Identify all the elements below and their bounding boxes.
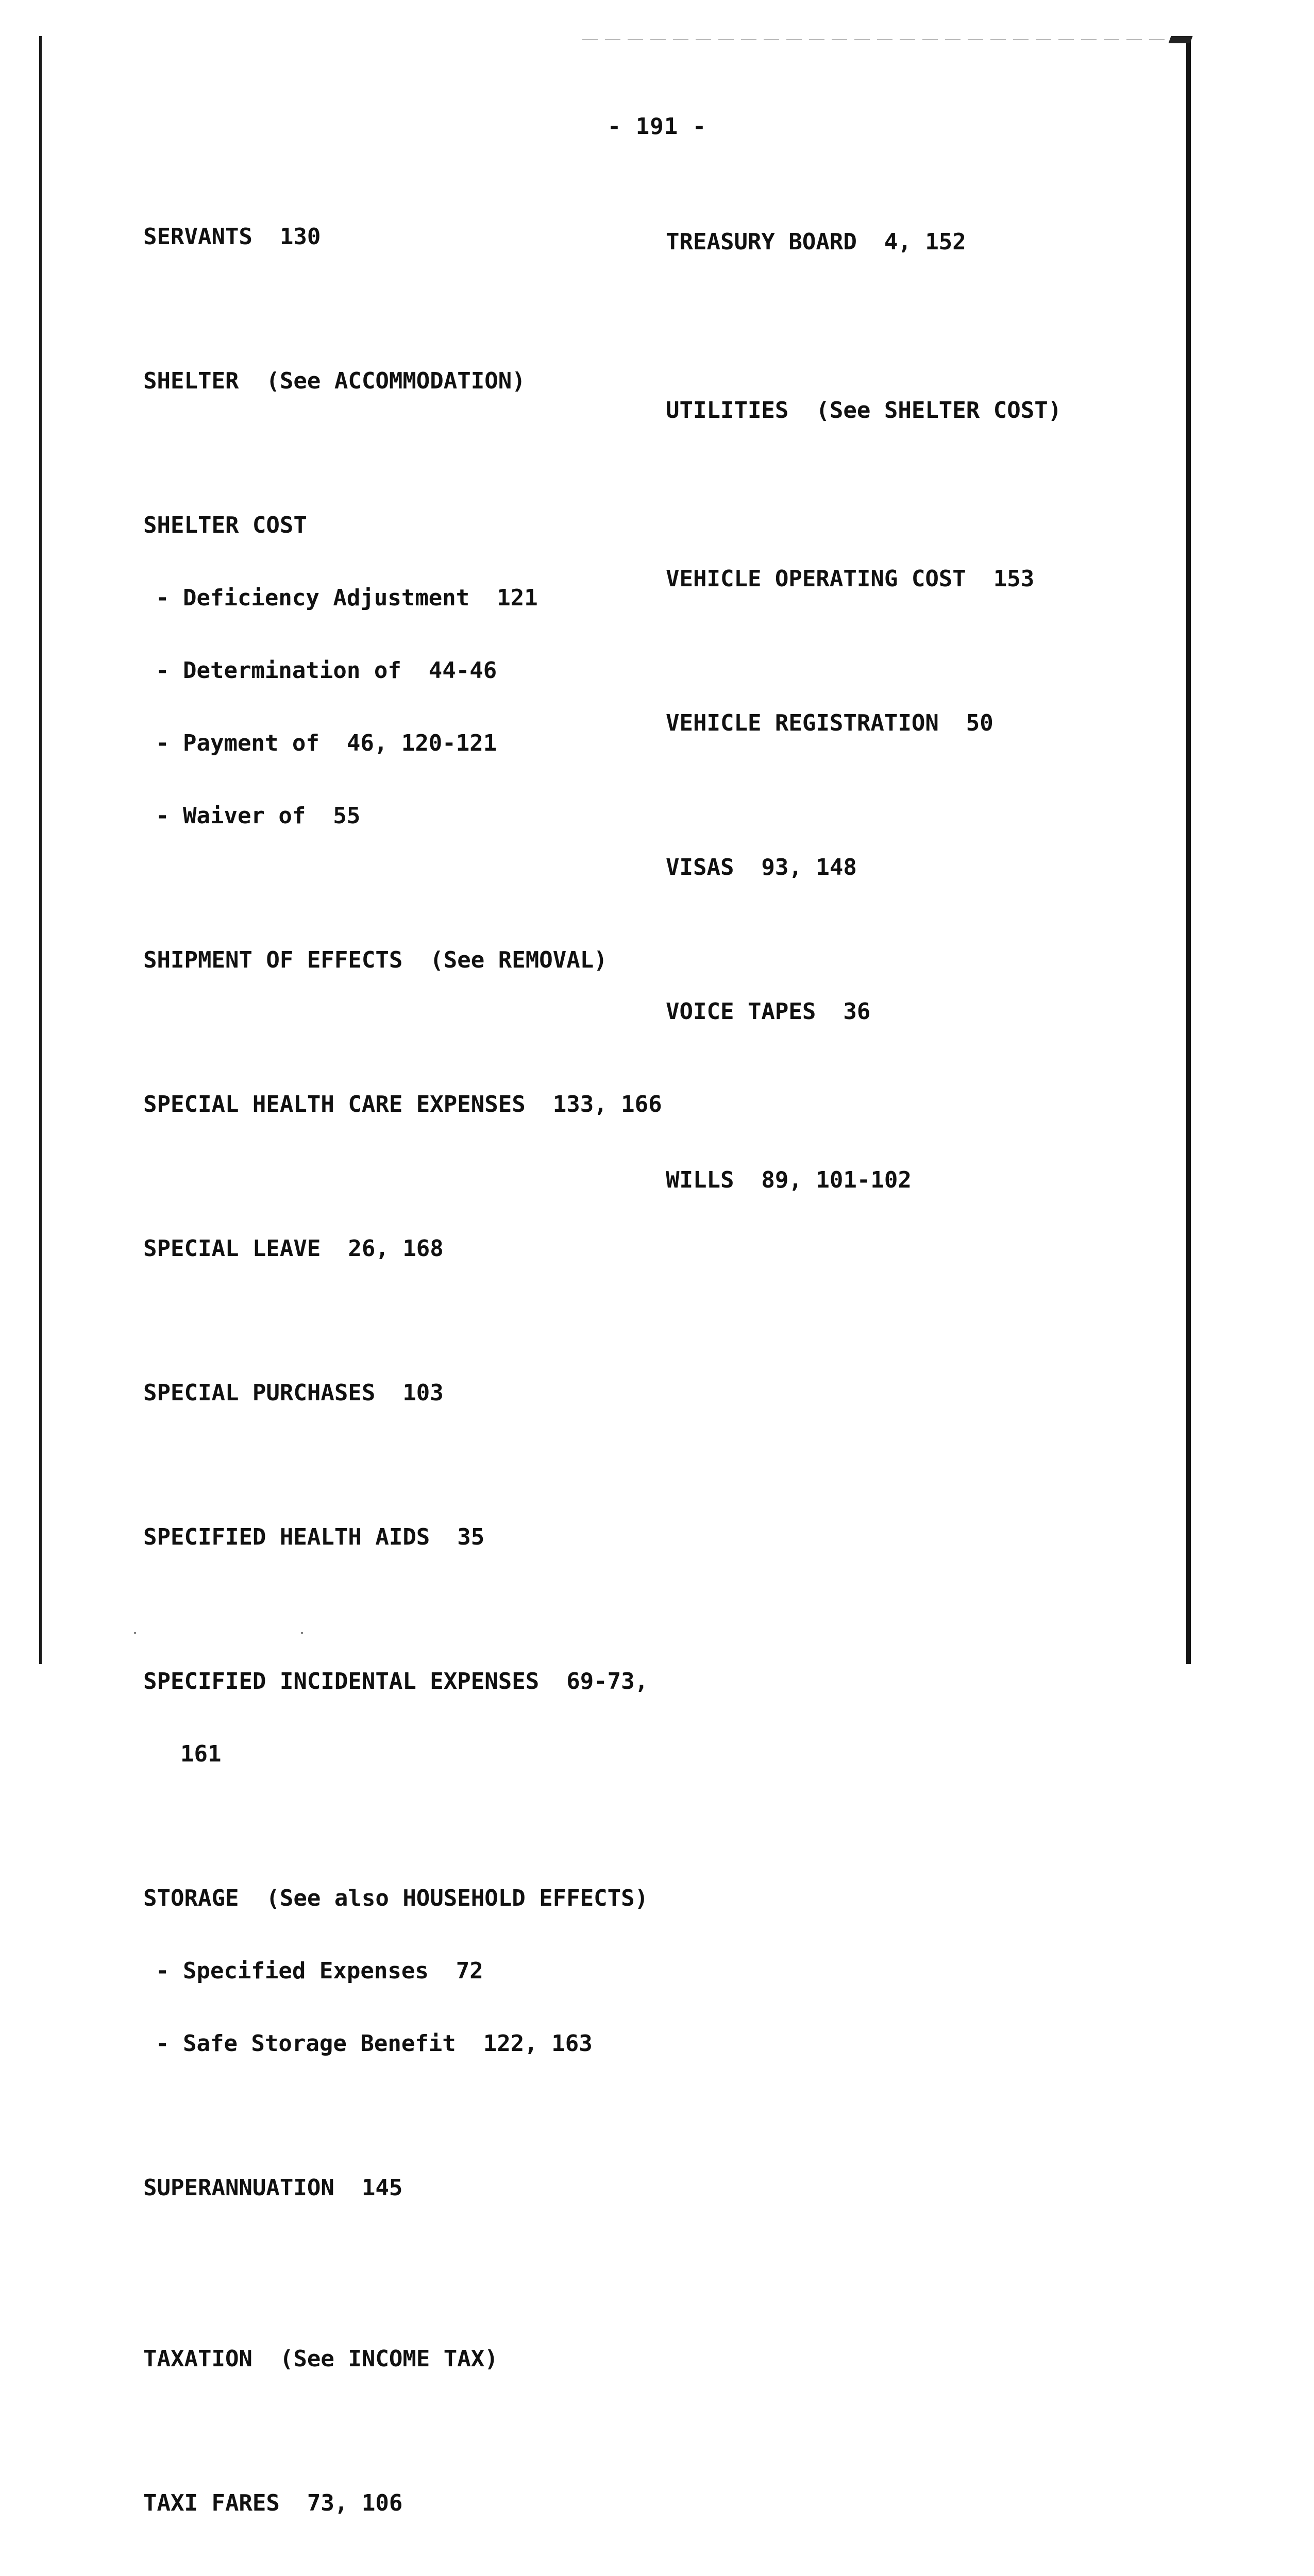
index-entry-visas [666,807,1130,928]
index-entry-heading: SPECIFIED INCIDENTAL EXPENSES 69-73, [143,1668,649,1694]
index-entry-vehicle-registration [666,663,1130,784]
index-entry-specified-health-aids [143,1477,659,1598]
index-entry-continuation: 161 [180,1741,222,1767]
index-entry-heading: SHELTER COST [143,512,307,538]
index-entry-heading: STORAGE (See also HOUSEHOLD EFFECTS) [143,1885,649,1911]
index-entry-heading: WILLS 89, 101-102 [666,1167,912,1193]
scan-top-edge [582,39,1190,40]
index-entry-heading: TAXATION (See INCOME TAX) [143,2346,498,2372]
index-entry-superannuation [143,2127,659,2248]
index-subentry: - Payment of 46, 120-121 [156,730,497,756]
index-subentry: - Determination of 44-46 [156,657,497,684]
index-right-column [666,181,1130,1264]
index-entry-heading: VISAS 93, 148 [666,854,857,880]
index-entry-shipment-of-effects [143,900,659,1021]
index-entry-voice-tapes [666,951,1130,1072]
index-entry-special-purchases [143,1332,659,1453]
index-entry-special-leave [143,1188,659,1309]
index-subentry: - Safe Storage Benefit 122, 163 [156,2030,593,2057]
index-entry-heading: TREASURY BOARD 4, 152 [666,229,966,255]
index-subentry: - Waiver of 55 [156,803,361,829]
index-entry-heading: VEHICLE REGISTRATION 50 [666,710,993,736]
index-entry-heading: UTILITIES (See SHELTER COST) [666,397,1062,423]
index-entry-taxation [143,2298,659,2419]
index-entry-servants [143,176,659,297]
index-entry-heading: SPECIFIED HEALTH AIDS 35 [143,1524,485,1550]
index-entry-heading: SPECIAL LEAVE 26, 168 [143,1235,444,1262]
index-entry-storage [143,1838,659,2104]
index-entry-heading: SERVANTS 130 [143,224,321,250]
index-entry-heading: SHIPMENT OF EFFECTS (See REMOVAL) [143,947,608,973]
index-subentry: - Specified Expenses 72 [156,1958,483,1984]
index-entry-taxi-fares [143,2443,659,2564]
index-entry-special-health-care [143,1044,662,1165]
scan-speck-marks: . . [132,1624,383,1636]
index-entry-heading: VEHICLE OPERATING COST 153 [666,566,1035,592]
index-entry-treasury-board [666,181,1130,302]
index-entry-shelter [143,320,659,442]
index-entry-heading: SUPERANNUATION 145 [143,2175,403,2201]
page-number: - 191 - [607,113,707,140]
index-entry-heading: SHELTER (See ACCOMMODATION) [143,368,526,394]
index-entry-heading: SPECIAL HEALTH CARE EXPENSES 133, 166 [143,1091,662,1117]
index-entry-wills [666,1120,1130,1241]
scan-right-border [1186,41,1191,1664]
index-left-column [143,176,662,2576]
index-subentry: - Deficiency Adjustment 121 [156,585,538,611]
index-entry-heading: SPECIAL PURCHASES 103 [143,1380,444,1406]
index-entry-heading: VOICE TAPES 36 [666,998,871,1025]
index-entry-utilities [666,350,1130,471]
scan-corner-mark [1168,36,1192,43]
index-entry-vehicle-operating-cost [666,518,1130,639]
index-entry-specified-incidental [143,1621,659,1815]
scan-left-border [39,36,42,1664]
index-entry-heading: TAXI FARES 73, 106 [143,2490,403,2516]
index-entry-shelter-cost [143,465,659,876]
